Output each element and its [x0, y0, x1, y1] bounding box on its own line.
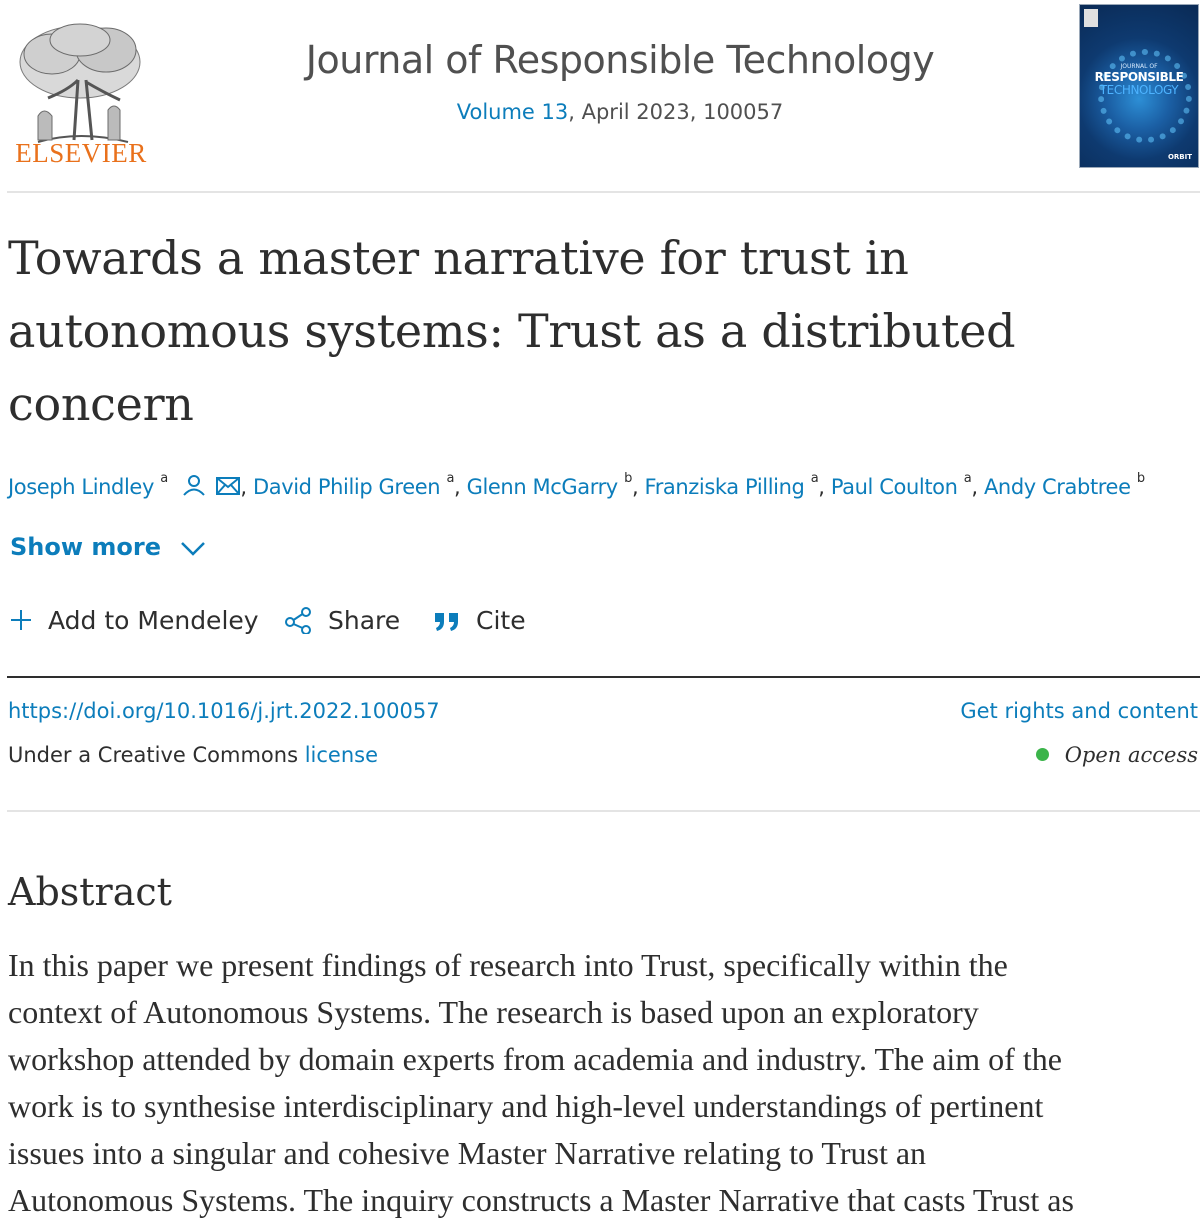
- journal-title-link[interactable]: Journal of Responsible Technology: [305, 38, 935, 82]
- open-access-label: Open access: [1064, 743, 1198, 767]
- affiliation-marker: b: [624, 471, 632, 486]
- doi-link[interactable]: https://doi.org/10.1016/j.jrt.2022.100057: [8, 699, 440, 723]
- cover-title-line3: TECHNOLOGY: [1099, 83, 1179, 97]
- show-more-button[interactable]: [10, 533, 207, 561]
- author-separator: ,: [631, 475, 645, 499]
- plus-icon: [8, 607, 34, 633]
- open-access-dot-icon: [1036, 748, 1049, 761]
- get-rights-link[interactable]: Get rights and content: [960, 699, 1198, 723]
- add-to-mendeley-button[interactable]: [8, 606, 259, 635]
- affiliation-marker: b: [1136, 471, 1145, 486]
- abstract-line: Autonomous Systems. The inquiry constructs a Master Narrative that casts Trust as: [8, 1182, 1074, 1218]
- journal-header: [0, 0, 1200, 192]
- license-prefix: Under a Creative Commons: [8, 743, 305, 767]
- abstract-line: issues into a singular and cohesive Master Narrative relating to Trust an: [8, 1135, 927, 1171]
- author-list: [8, 471, 1200, 499]
- author-link[interactable]: Andy Crabtree: [983, 475, 1131, 499]
- author-link[interactable]: Paul Coulton: [830, 475, 958, 499]
- affiliation-marker: a: [963, 471, 972, 486]
- quote-icon: [432, 609, 462, 633]
- author-separator: ,: [454, 475, 467, 499]
- abstract-line: In this paper we present findings of research into Trust, specifically within the: [8, 947, 1008, 983]
- email-icon[interactable]: [216, 476, 240, 496]
- cover-elsevier-badge: [1084, 9, 1098, 27]
- mendeley-label: Add to Mendeley: [48, 606, 259, 635]
- share-label: Share: [328, 606, 401, 635]
- abstract-divider: [7, 810, 1200, 812]
- author-link[interactable]: David Philip Green: [252, 475, 441, 499]
- abstract-heading: Abstract: [8, 870, 172, 914]
- cover-title-line1: JOURNAL OF: [1120, 63, 1158, 70]
- cover-publisher: ORBIT: [1167, 153, 1192, 161]
- license-statement: [8, 743, 378, 767]
- affiliation-marker: a: [446, 471, 455, 486]
- show-more-label: Show more: [10, 533, 161, 561]
- license-link[interactable]: license: [304, 743, 379, 767]
- author-link[interactable]: Glenn McGarry: [466, 475, 618, 499]
- abstract-line: work is to synthesise interdisciplinary and high-level understandings of pertinent: [8, 1088, 1044, 1124]
- elsevier-wordmark[interactable]: ELSEVIER: [15, 138, 147, 168]
- cover-title-line2: RESPONSIBLE: [1094, 70, 1184, 84]
- author-separator: ,: [971, 475, 984, 499]
- issue-info: [250, 100, 990, 124]
- share-icon: [284, 606, 314, 634]
- author-separator: ,: [240, 475, 253, 499]
- author-link[interactable]: Franziska Pilling: [644, 475, 805, 499]
- affiliation-marker: a: [810, 471, 819, 486]
- affiliation-marker: a: [160, 471, 168, 486]
- chevron-down-icon: [179, 539, 207, 557]
- abstract-line: workshop attended by domain experts from academia and industry. The aim of the: [8, 1041, 1062, 1077]
- author-link[interactable]: Joseph Lindley: [8, 475, 154, 499]
- person-icon[interactable]: [182, 474, 206, 496]
- cite-button[interactable]: [432, 606, 526, 635]
- journal-cover-image[interactable]: [1079, 4, 1199, 168]
- abstract-text: [8, 942, 1198, 1224]
- open-access-badge: [1036, 743, 1198, 767]
- volume-link[interactable]: Volume 13: [456, 100, 569, 124]
- abstract-line: context of Autonomous Systems. The research is based upon an exploratory: [8, 994, 979, 1030]
- issue-date: , April 2023, 100057: [568, 100, 784, 124]
- author-separator: ,: [818, 475, 831, 499]
- cite-label: Cite: [476, 606, 526, 635]
- article-title: Towards a master narrative for trust in autonomous systems: Trust as a distributed concern: [8, 231, 1016, 431]
- header-divider: [7, 191, 1200, 193]
- share-button[interactable]: [284, 606, 400, 635]
- actions-divider: [7, 676, 1200, 678]
